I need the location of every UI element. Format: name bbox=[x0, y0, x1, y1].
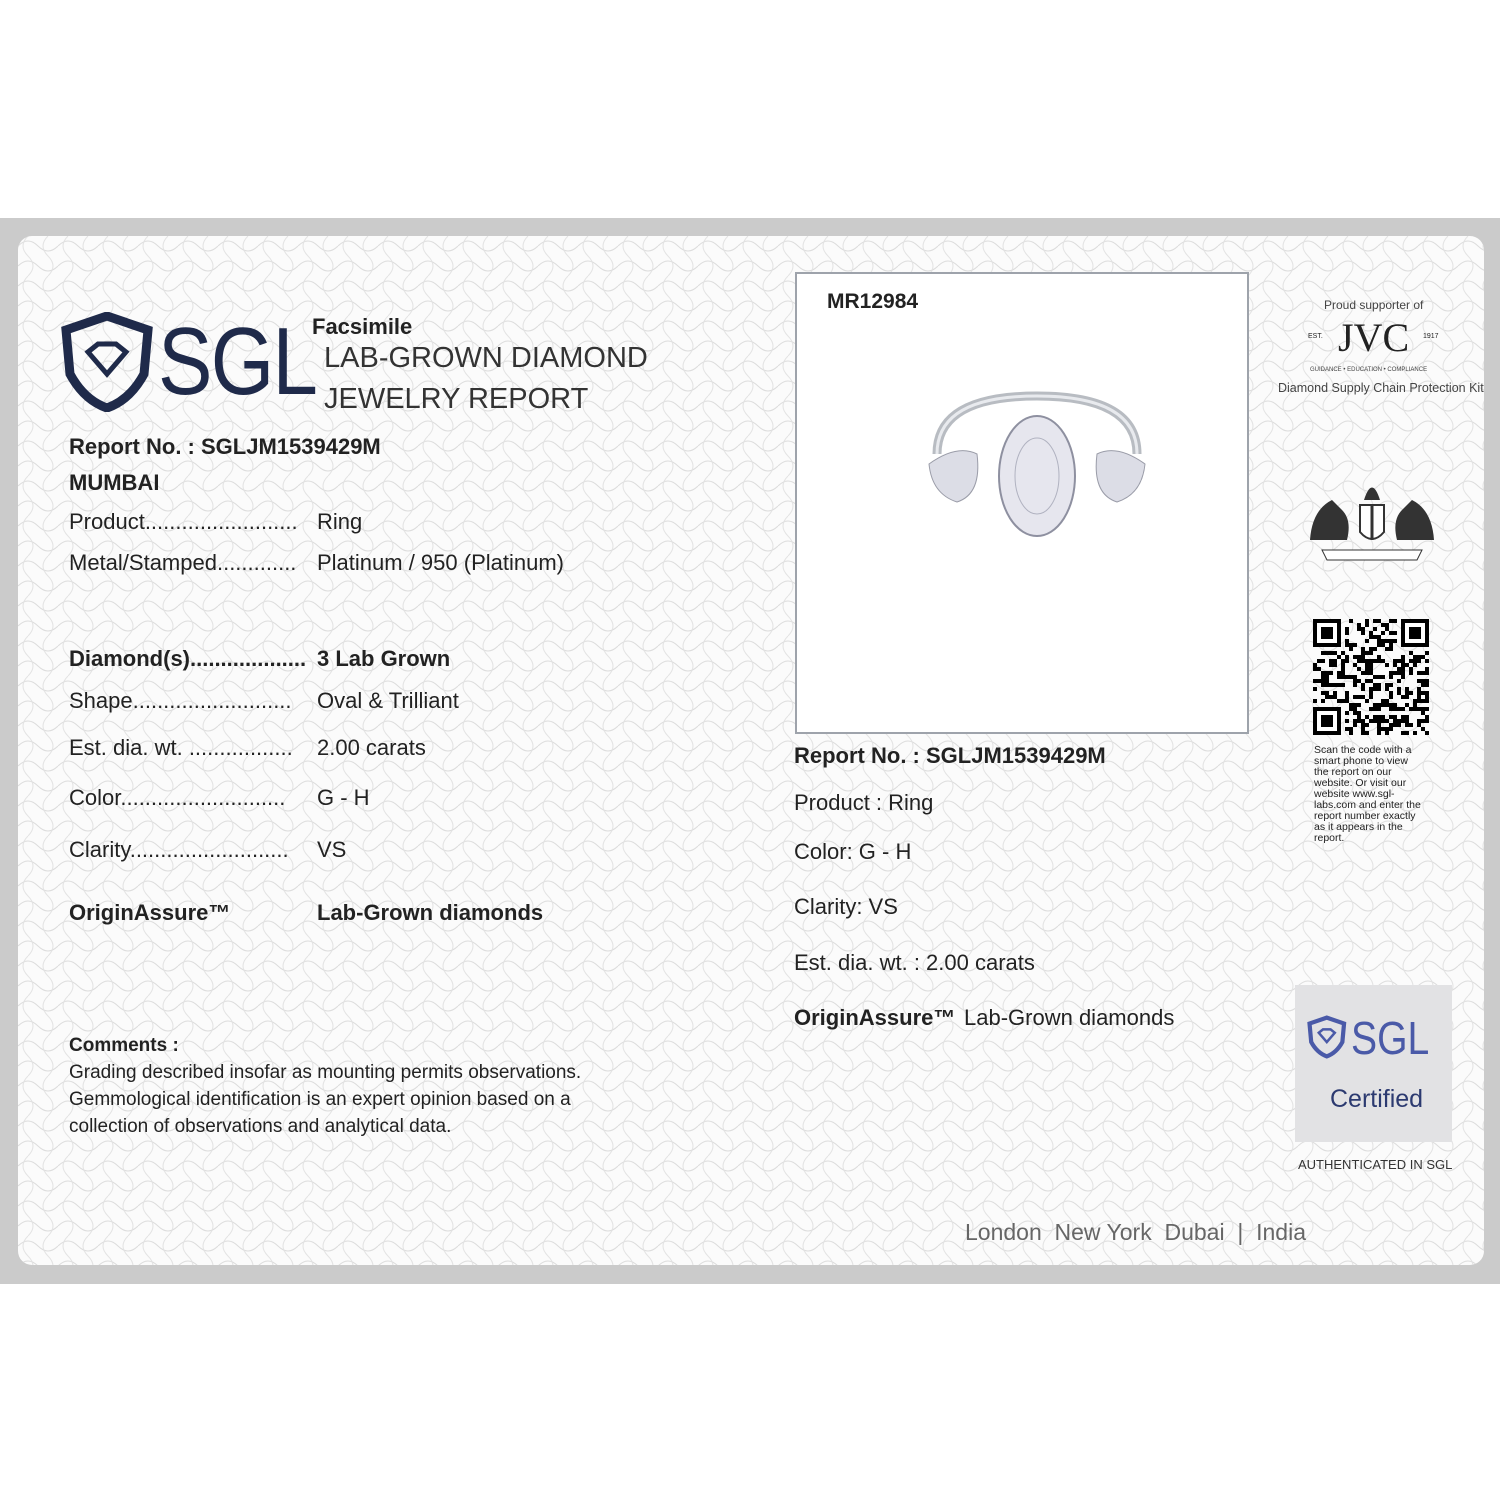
product-photo-frame bbox=[795, 272, 1249, 734]
comment-line: Gemmological identification is an expert opinion based on a bbox=[69, 1089, 571, 1110]
row-label: Color........................... bbox=[69, 785, 286, 810]
city: MUMBAI bbox=[69, 470, 160, 495]
row-value: 2.00 carats bbox=[317, 735, 426, 760]
comment-line: collection of observations and analytical data. bbox=[69, 1116, 452, 1137]
qr-instructions: Scan the code with a smart phone to view the report on our website. Or visit our website www.sgl-labs.com and enter the report number exactly as it appears in the report. bbox=[1314, 744, 1421, 844]
jvc-year: 1917 bbox=[1423, 333, 1439, 340]
row-label: Est. dia. wt. ................. bbox=[69, 735, 293, 760]
jvc-kit: Diamond Supply Chain Protection Kit bbox=[1278, 381, 1484, 395]
right-origin-label: OriginAssure™ bbox=[794, 1005, 956, 1030]
qr-code[interactable] bbox=[1313, 619, 1429, 735]
sgl-shield-icon bbox=[60, 312, 155, 412]
facsimile-label: Facsimile bbox=[312, 314, 413, 339]
row-value: VS bbox=[317, 837, 347, 862]
report-number: Report No. : SGLJM1539429M bbox=[69, 434, 381, 459]
sgl-logo-text: SGL bbox=[158, 308, 317, 415]
row-value: Lab-Grown diamonds bbox=[317, 900, 544, 925]
row-label: OriginAssure™ bbox=[69, 900, 231, 925]
row-value: Platinum / 950 (Platinum) bbox=[317, 550, 564, 575]
row-value: Oval & Trilliant bbox=[317, 688, 459, 713]
certified-label: Certified bbox=[1330, 1085, 1424, 1113]
right-product: Product : Ring bbox=[794, 790, 934, 815]
right-origin-value: Lab-Grown diamonds bbox=[964, 1005, 1175, 1030]
sgl-certified-badge bbox=[1295, 985, 1452, 1142]
row-value: Ring bbox=[317, 509, 363, 534]
certified-brand: SGL bbox=[1351, 1012, 1430, 1064]
report-title-line1: LAB-GROWN DIAMOND bbox=[324, 342, 648, 374]
jvc-proud: Proud supporter of bbox=[1324, 298, 1424, 312]
jvc-est: EST. bbox=[1308, 333, 1323, 340]
ring-image bbox=[907, 384, 1167, 544]
row-label: Shape.......................... bbox=[69, 688, 292, 713]
row-label: Product......................... bbox=[69, 509, 298, 534]
jvc-tagline: GUIDANCE • EDUCATION • COMPLIANCE bbox=[1310, 367, 1428, 373]
footer-locations: London New York Dubai | India bbox=[965, 1219, 1306, 1245]
coat-of-arms-icon bbox=[1302, 470, 1442, 565]
right-color: Color: G - H bbox=[794, 839, 912, 864]
right-weight: Est. dia. wt. : 2.00 carats bbox=[794, 950, 1035, 975]
right-report-number: Report No. : SGLJM1539429M bbox=[794, 743, 1106, 768]
row-value: G - H bbox=[317, 785, 370, 810]
row-label: Clarity.......................... bbox=[69, 837, 289, 862]
report-title-line2: JEWELRY REPORT bbox=[324, 383, 589, 415]
row-label: Diamond(s)................... bbox=[69, 646, 307, 671]
comment-line: Grading described insofar as mounting permits observations. bbox=[69, 1062, 582, 1083]
authenticated-label: AUTHENTICATED IN SGL bbox=[1298, 1157, 1453, 1172]
comments-label: Comments : bbox=[69, 1035, 179, 1056]
jvc-logo: JVC bbox=[1338, 315, 1410, 360]
right-clarity: Clarity: VS bbox=[794, 894, 898, 919]
row-label: Metal/Stamped............. bbox=[69, 550, 297, 575]
sgl-shield-icon bbox=[1307, 1015, 1347, 1059]
photo-code: MR12984 bbox=[827, 290, 919, 313]
row-value: 3 Lab Grown bbox=[317, 646, 451, 671]
